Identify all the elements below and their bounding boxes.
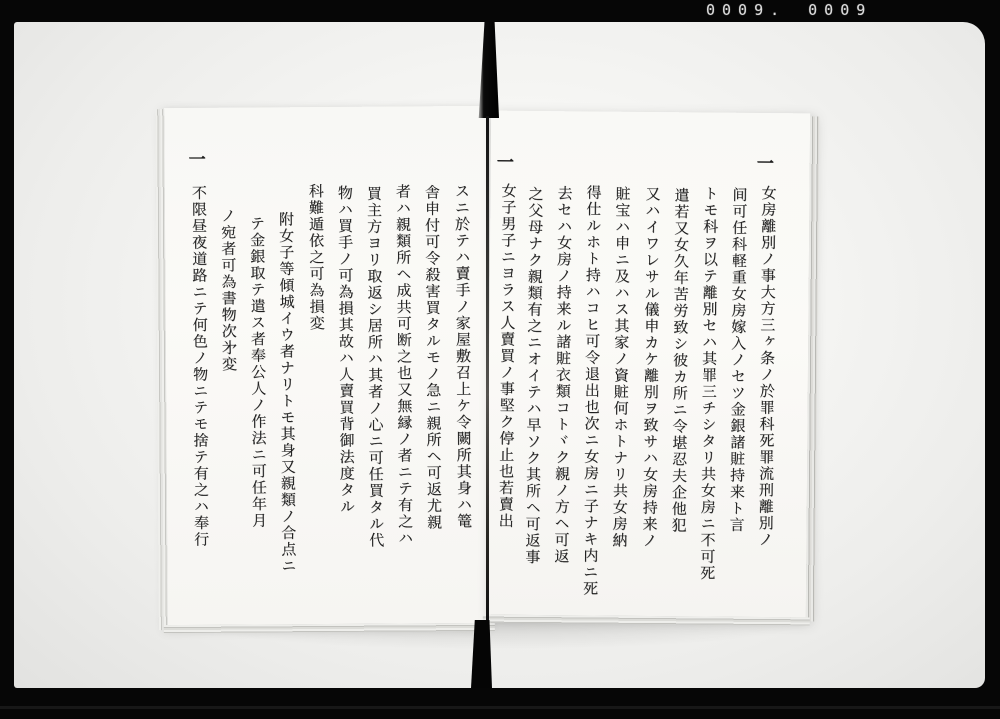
text-column: 间可任科軽重女房嫁入ノセツ金銀諸賍持来ト言 [727, 186, 749, 534]
item-marker: 一 [188, 149, 206, 170]
text-column: 不限昼夜道路ニテ何色ノ物ニテモ捨テ有之ハ奉行 [189, 184, 211, 548]
text-column: 之父母ナク親類有之ニオイテハ早ソク其所ヘ可返事 [523, 185, 545, 566]
text-column: テ金銀取テ遣ス者奉公人ノ作法ニ可任年月 [247, 215, 269, 530]
text-column: 去セハ女房ノ持来ル諸賍衣類コトヾク親ノ方ヘ可返 [552, 185, 574, 565]
text-column: 遣若又女久年苦労致シ彼カ所ニ令堪忍夫企他犯 [669, 187, 691, 534]
text-column: 舎申付可令殺害買タルモノ急ニ親所ヘ可返尤親 [422, 184, 444, 531]
text-column: トモ科ヲ以テ離別セハ其罪三チシタリ共女房ニ不可死 [698, 185, 720, 582]
text-column: 科難遁依之可為損変 [306, 183, 326, 332]
item-marker: 一 [756, 153, 774, 175]
item-marker: 一 [496, 152, 514, 173]
text-column: 女房離別ノ事大方三ヶ条ノ於罪科死罪流刑離別ノ [756, 184, 778, 549]
frame-number-right: 0009 [808, 1, 873, 19]
text-column: スニ於テハ賣手ノ家屋敷召上ケ令闕所其身ハ篭 [452, 182, 474, 530]
text-column: 附女子等傾城イウ者ナリトモ其身又親類ノ合点ニ [276, 211, 298, 575]
left-page [164, 106, 491, 625]
right-page [487, 111, 810, 618]
text-column: 物ハ買手ノ可為損其故ハ人賣買背御法度タル [335, 184, 357, 515]
frame-number-label [706, 1, 966, 19]
text-column: 買主方ヨリ取返シ居所ハ其者ノ心ニ可任買タル代 [364, 185, 386, 549]
film-edge-line [0, 706, 1000, 709]
text-column: 賍宝ハ申ニ及ハス其家ノ資賍何ホトナリ共女房納 [610, 185, 632, 549]
text-column: ノ宛者可為書物次㐧変 [218, 207, 239, 373]
text-column: 女子男子ニヨラス人賣買ノ事堅ク停止也若賣出 [496, 182, 518, 530]
book-gutter-line [486, 116, 489, 622]
text-column: 又ハイワレサル儀申カケ離別ヲ致サハ女房持来ノ [640, 185, 662, 550]
text-column: 者ハ親類所ヘ成共可断之也又無縁ノ者ニテ有之ハ [393, 183, 415, 547]
text-column: 得仕ルホト持ハコヒ可令退出也次ニ女房ニ子ナキ内ニ死 [580, 184, 603, 598]
frame-number-left: 0009. [706, 1, 787, 19]
